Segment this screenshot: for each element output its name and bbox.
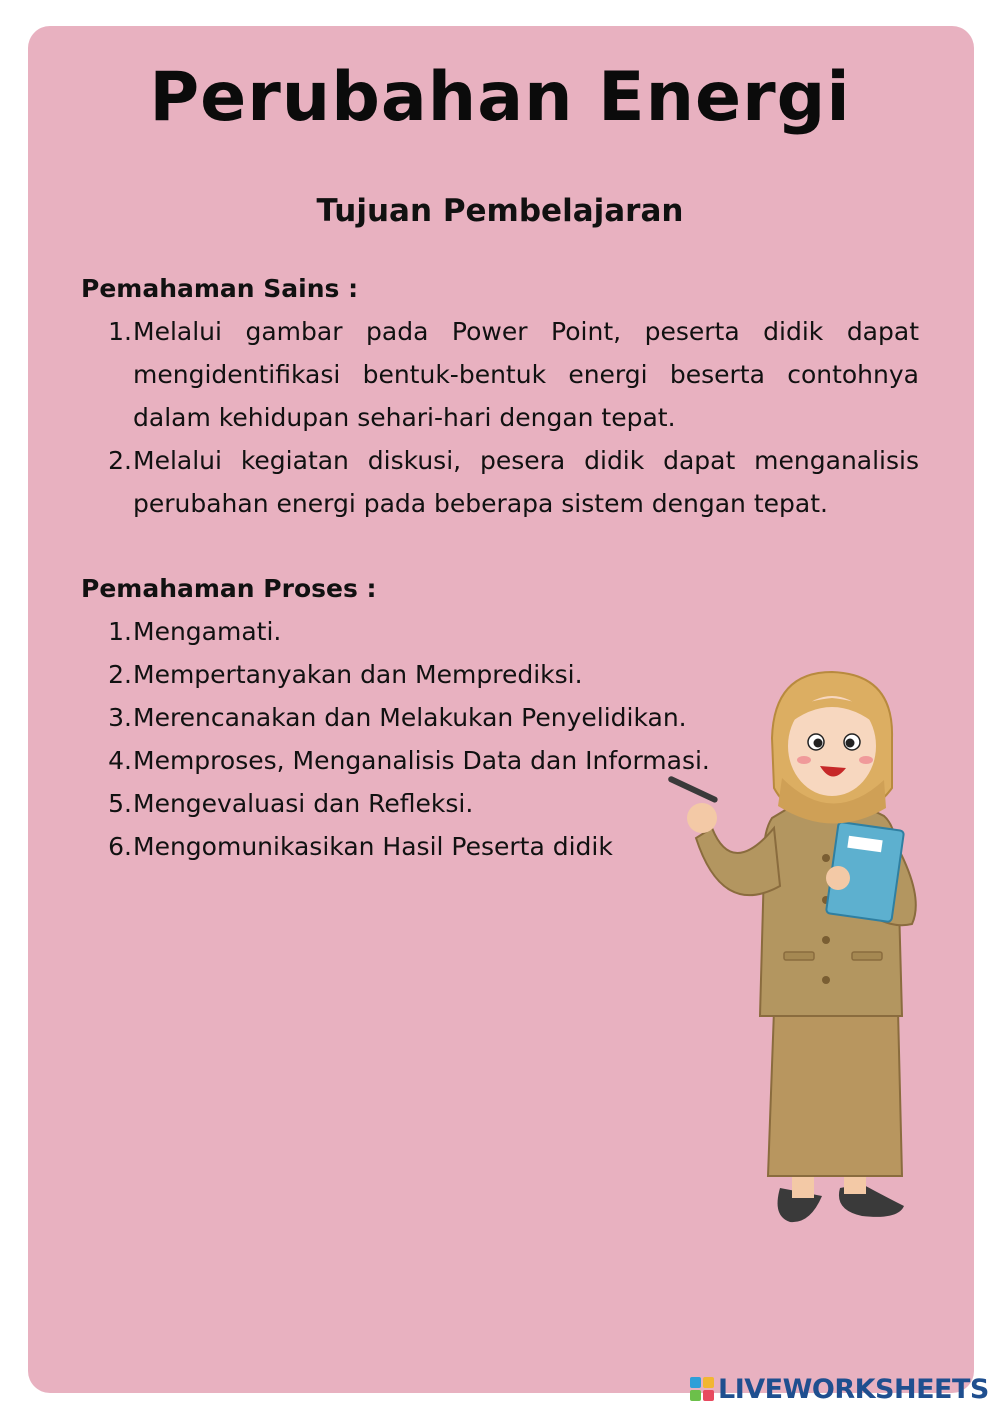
item-number: 2. bbox=[108, 446, 132, 475]
item-text: Memproses, Menganalisis Data dan Informasi. bbox=[133, 746, 710, 775]
item-number: 3. bbox=[108, 703, 132, 732]
learning-objectives-heading: Tujuan Pembelajaran bbox=[316, 193, 684, 229]
item-number: 5. bbox=[108, 789, 132, 818]
teacher-illustration-icon bbox=[662, 668, 932, 1228]
item-text: Melalui gambar pada Power Point, peserta didik dapat mengidentifikasi bentuk-bentuk energi beserta contohnya dalam kehidupan sehari-hari dengan tepat. bbox=[133, 317, 919, 432]
item-number: 2. bbox=[108, 660, 132, 689]
list-item bbox=[80, 310, 919, 439]
item-text: Melalui kegiatan diskusi, pesera didik dapat menganalisis perubahan energi pada beberapa sistem dengan tepat. bbox=[133, 446, 919, 518]
item-text: Mengevaluasi dan Refleksi. bbox=[133, 789, 474, 818]
liveworksheets-logo-icon bbox=[690, 1377, 714, 1401]
item-number: 6. bbox=[108, 832, 132, 861]
item-text: Mengamati. bbox=[133, 617, 282, 646]
science-understanding-heading: Pemahaman Sains : bbox=[81, 274, 359, 303]
list-item bbox=[80, 439, 919, 525]
item-text: Mempertanyakan dan Memprediksi. bbox=[133, 660, 583, 689]
item-number: 1. bbox=[108, 317, 132, 346]
science-objectives-list bbox=[80, 310, 919, 525]
liveworksheets-logo bbox=[690, 1374, 989, 1404]
list-item bbox=[80, 610, 780, 653]
item-number: 1. bbox=[108, 617, 132, 646]
liveworksheets-wordmark: LIVEWORKSHEETS bbox=[718, 1373, 989, 1405]
process-skills-heading: Pemahaman Proses : bbox=[81, 574, 377, 603]
item-text: Merencanakan dan Melakukan Penyelidikan. bbox=[133, 703, 687, 732]
item-number: 4. bbox=[108, 746, 132, 775]
page-title: Perubahan Energi bbox=[149, 58, 851, 137]
item-text: Mengomunikasikan Hasil Peserta didik bbox=[133, 832, 613, 861]
